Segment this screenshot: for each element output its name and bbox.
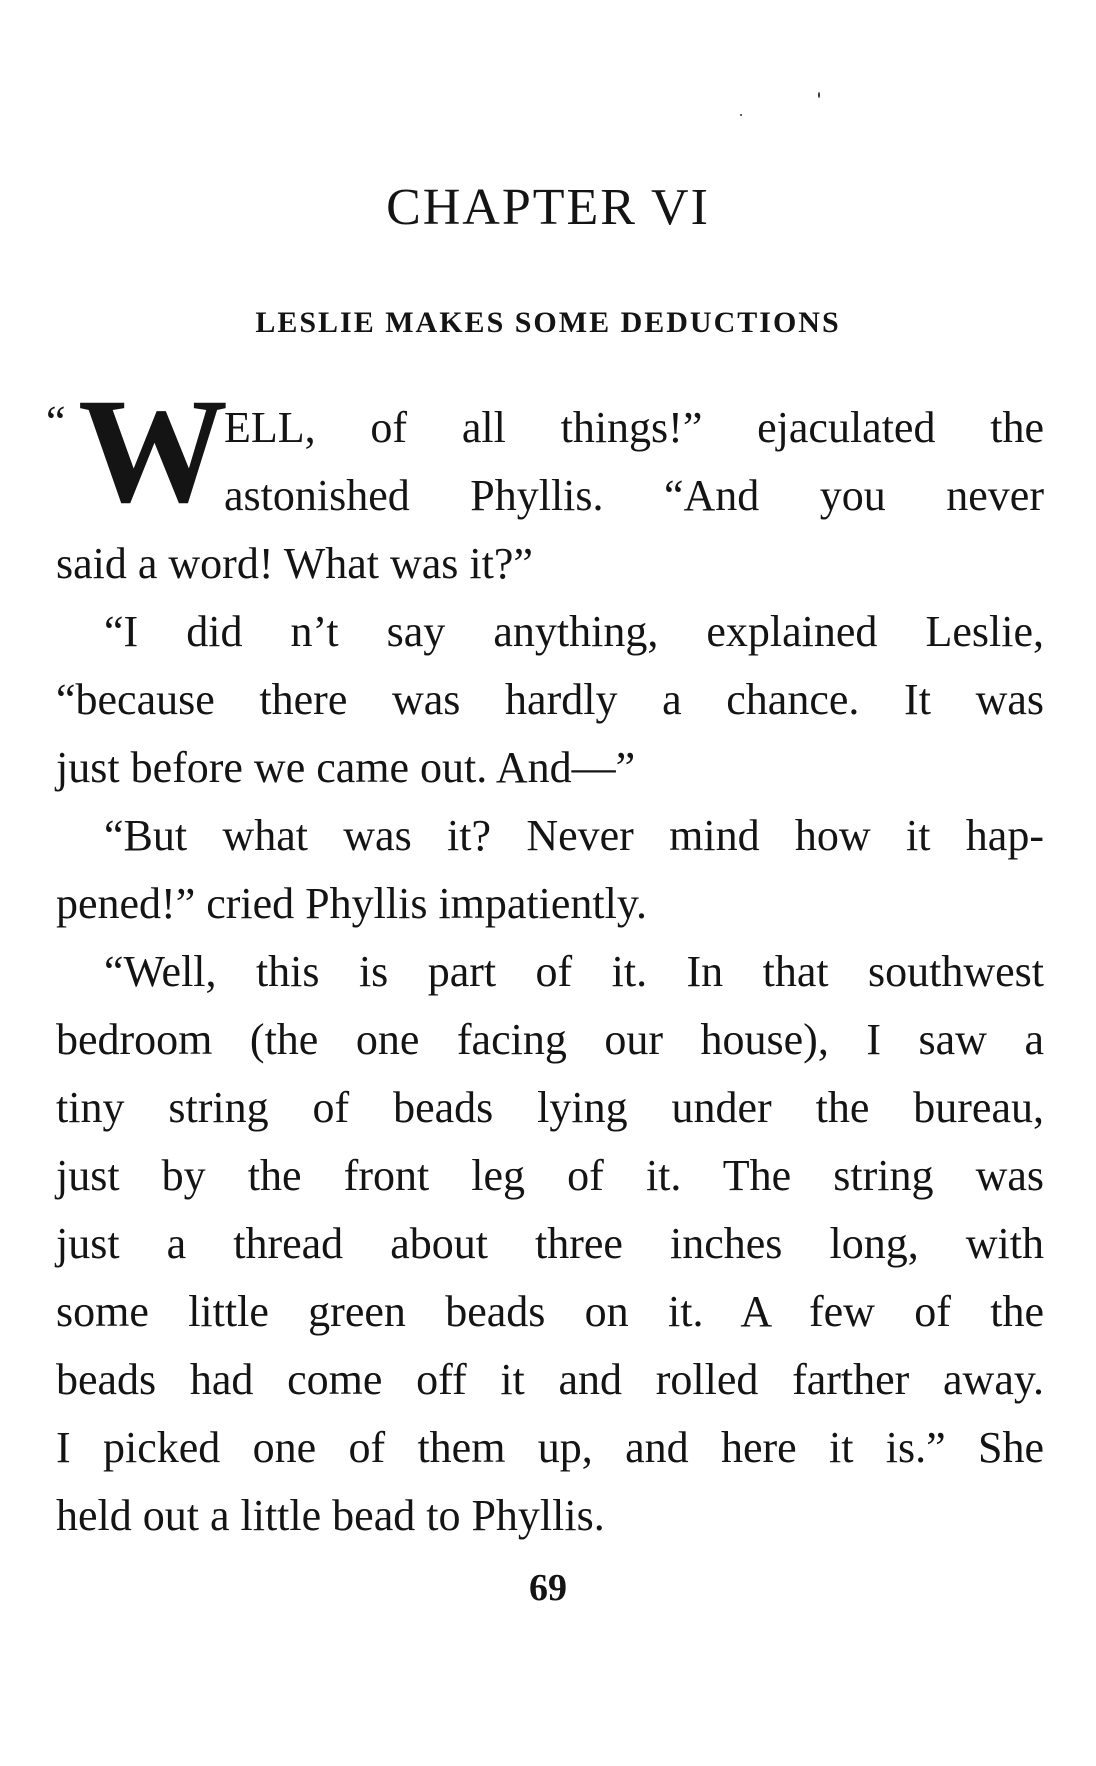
text-line: bedroom (the one facing our house), I saw a	[56, 1015, 1044, 1064]
text-line: “because there was hardly a chance. It was	[56, 675, 1044, 724]
text-line: just a thread about three inches long, with	[56, 1219, 1044, 1268]
text-line: “Well, this is part of it. In that southwest	[104, 947, 1044, 996]
paragraph-3	[56, 802, 1044, 938]
drop-cap: W	[78, 368, 228, 534]
opening-quote: “	[46, 397, 66, 446]
page-number: 69	[529, 1567, 567, 1609]
text-line: said a word! What was it?”	[56, 539, 533, 588]
text-line: ELL, of all things!” ejaculated the	[224, 403, 1044, 452]
paragraph-2	[56, 598, 1044, 802]
paragraph-4	[56, 938, 1044, 1550]
chapter-title: CHAPTER VI	[386, 179, 710, 236]
chapter-subtitle: LESLIE MAKES SOME DEDUCTIONS	[255, 306, 841, 339]
text-line: some little green beads on it. A few of the	[56, 1287, 1044, 1336]
text-line: just before we came out. And—”	[56, 743, 636, 792]
print-speck	[740, 114, 742, 116]
text-line: “But what was it? Never mind how it hap-	[104, 811, 1044, 860]
body-text	[46, 368, 1044, 1550]
print-speck	[818, 92, 820, 98]
text-line: astonished Phyllis. “And you never	[224, 471, 1044, 520]
text-line: tiny string of beads lying under the bureau,	[56, 1083, 1044, 1132]
text-line: held out a little bead to Phyllis.	[56, 1491, 605, 1540]
text-line: just by the front leg of it. The string was	[56, 1151, 1044, 1200]
text-line: I picked one of them up, and here it is.” She	[56, 1423, 1044, 1472]
text-line: “I did n’t say anything, explained Leslie,	[104, 607, 1044, 656]
text-line: pened!” cried Phyllis impatiently.	[56, 879, 647, 928]
text-line: beads had come off it and rolled farther away.	[56, 1355, 1044, 1404]
